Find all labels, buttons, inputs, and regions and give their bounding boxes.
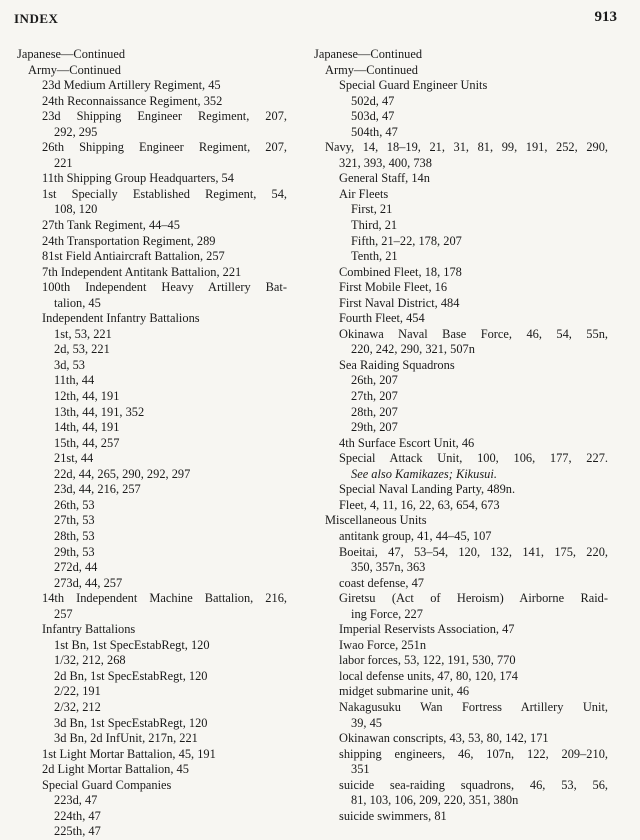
index-entry: 1st Specially Established Regiment, 54, [42, 186, 287, 201]
index-entry: Giretsu (Act of Heroism) Airborne Raid- [339, 591, 608, 606]
index-entry: 351 [351, 762, 370, 777]
index-entry: Special Naval Landing Party, 489n. [339, 482, 516, 497]
index-entry: midget submarine unit, 46 [339, 684, 470, 699]
index-entry: 2/22, 191 [54, 684, 101, 699]
index-entry: 1/32, 212, 268 [54, 653, 126, 668]
index-entry: 2d Bn, 1st SpecEstabRegt, 120 [54, 668, 208, 683]
index-entry: Independent Infantry Battalions [42, 311, 200, 326]
running-header-title: INDEX [14, 11, 59, 26]
index-entry: 502d, 47 [351, 93, 395, 108]
index-entry: 100th Independent Heavy Artillery Bat- [42, 280, 287, 295]
index-entry: 81, 103, 106, 209, 220, 351, 380n [351, 793, 519, 808]
index-entry: 321, 393, 400, 738 [339, 155, 432, 170]
index-entry: Special Guard Engineer Units [339, 78, 488, 93]
index-entry: 3d Bn, 2d InfUnit, 217n, 221 [54, 731, 198, 746]
index-entry: ing Force, 227 [351, 606, 423, 621]
index-entry: 27th, 207 [351, 389, 398, 404]
index-entry: 23d Medium Artillery Regiment, 45 [42, 78, 221, 93]
index-entry: 2d Light Mortar Battalion, 45 [42, 762, 189, 777]
index-entry: 26th Shipping Engineer Regiment, 207, [42, 140, 287, 155]
index-entry: 350, 357n, 363 [351, 560, 426, 575]
index-entry: Nakagusuku Wan Fortress Artillery Unit, [339, 699, 608, 714]
index-entry: 3d Bn, 1st SpecEstabRegt, 120 [54, 715, 208, 730]
index-entry: Imperial Reservists Association, 47 [339, 622, 515, 637]
index-entry: 225th, 47 [54, 824, 101, 839]
index-entry: 81st Field Antiaircraft Battalion, 257 [42, 249, 225, 264]
index-entry: coast defense, 47 [339, 575, 424, 590]
index-entry: 39, 45 [351, 715, 382, 730]
index-entry: Combined Fleet, 18, 178 [339, 264, 462, 279]
index-entry: 272d, 44 [54, 560, 98, 575]
index-entry: Sea Raiding Squadrons [339, 357, 455, 372]
index-entry: suicide swimmers, 81 [339, 808, 447, 823]
index-entry: See also Kamikazes; Kikusui. [351, 466, 497, 481]
index-entry: 27th Tank Regiment, 44–45 [42, 218, 180, 233]
index-entry: Air Fleets [339, 186, 389, 201]
index-entry: 4th Surface Escort Unit, 46 [339, 435, 475, 450]
index-entry: Army—Continued [28, 62, 121, 77]
index-entry: Iwao Force, 251n [339, 637, 427, 652]
index-entry: 22d, 44, 265, 290, 292, 297 [54, 466, 191, 481]
index-entry: 29th, 207 [351, 420, 398, 435]
index-entry: First, 21 [351, 202, 393, 217]
index-entry: Miscellaneous Units [325, 513, 427, 528]
index-entry: Japanese—Continued [314, 47, 423, 61]
index-entry: 27th, 53 [54, 513, 95, 528]
index-entry: 1st Light Mortar Battalion, 45, 191 [42, 746, 216, 761]
index-entry: antitank group, 41, 44–45, 107 [339, 528, 492, 543]
index-entry: First Mobile Fleet, 16 [339, 280, 448, 295]
index-entry: Fourth Fleet, 454 [339, 311, 425, 326]
index-entry: 26th, 53 [54, 497, 95, 512]
index-entry: Army—Continued [325, 62, 418, 77]
index-entry: Boeitai, 47, 53–54, 120, 132, 141, 175, 220, [339, 544, 608, 559]
index-entry: 223d, 47 [54, 793, 98, 808]
index-entry: 24th Reconnaissance Regiment, 352 [42, 93, 223, 108]
index-entry: First Naval District, 484 [339, 295, 460, 310]
index-entry: 28th, 53 [54, 528, 95, 543]
index-entry: Third, 21 [351, 218, 398, 233]
index-entry: 224th, 47 [54, 808, 101, 823]
index-entry: 108, 120 [54, 202, 98, 217]
index-entry: Okinawa Naval Base Force, 46, 54, 55n, [339, 326, 608, 341]
index-entry: Japanese—Continued [17, 47, 126, 61]
page-number: 913 [594, 9, 617, 25]
index-entry: 12th, 44, 191 [54, 389, 120, 404]
index-entry: 221 [54, 155, 73, 170]
index-entry: 273d, 44, 257 [54, 575, 123, 590]
index-entry: 3d, 53 [54, 357, 85, 372]
index-entry: 26th, 207 [351, 373, 398, 388]
index-entry: 7th Independent Antitank Battalion, 221 [42, 264, 242, 279]
index-column-left [17, 47, 287, 840]
index-entry: local defense units, 47, 80, 120, 174 [339, 668, 518, 683]
index-entry: suicide sea-raiding squadrons, 46, 53, 56, [339, 777, 608, 792]
index-entry: 1st, 53, 221 [54, 326, 112, 341]
index-entry: 257 [54, 606, 73, 621]
index-entry: 29th, 53 [54, 544, 95, 559]
index-entry: 14th Independent Machine Battalion, 216, [42, 591, 287, 606]
index-entry: Infantry Battalions [42, 622, 136, 637]
index-entry: Navy, 14, 18–19, 21, 31, 81, 99, 191, 252, 290, [325, 140, 608, 155]
index-entry: shipping engineers, 46, 107n, 122, 209–210, [339, 746, 608, 761]
index-entry: 23d Shipping Engineer Regiment, 207, [42, 109, 287, 124]
index-entry: 1st Bn, 1st SpecEstabRegt, 120 [54, 637, 210, 652]
index-entry: 28th, 207 [351, 404, 398, 419]
index-entry: 2/32, 212 [54, 699, 101, 714]
index-column-right [314, 47, 608, 824]
index-entry: Special Guard Companies [42, 777, 172, 792]
index-entry: 504th, 47 [351, 124, 398, 139]
index-entry: Okinawan conscripts, 43, 53, 80, 142, 171 [339, 731, 549, 746]
index-entry: 15th, 44, 257 [54, 435, 120, 450]
index-entry: 21st, 44 [54, 451, 94, 466]
index-entry: 292, 295 [54, 124, 98, 139]
index-entry: 2d, 53, 221 [54, 342, 110, 357]
index-entry: Special Attack Unit, 100, 106, 177, 227. [339, 451, 608, 466]
index-entry: 13th, 44, 191, 352 [54, 404, 145, 419]
index-entry: 14th, 44, 191 [54, 420, 120, 435]
index-entry: Fleet, 4, 11, 16, 22, 63, 654, 673 [339, 497, 500, 512]
index-entry: 11th, 44 [54, 373, 95, 388]
index-entry: Tenth, 21 [351, 249, 398, 264]
index-entry: 503d, 47 [351, 109, 395, 124]
index-entry: labor forces, 53, 122, 191, 530, 770 [339, 653, 516, 668]
index-entry: 24th Transportation Regiment, 289 [42, 233, 216, 248]
index-entry: 11th Shipping Group Headquarters, 54 [42, 171, 234, 186]
index-entry: 220, 242, 290, 321, 507n [351, 342, 475, 357]
index-entry: Fifth, 21–22, 178, 207 [351, 233, 462, 248]
index-entry: General Staff, 14n [339, 171, 430, 186]
index-entry: 23d, 44, 216, 257 [54, 482, 141, 497]
index-entry: talion, 45 [54, 295, 101, 310]
